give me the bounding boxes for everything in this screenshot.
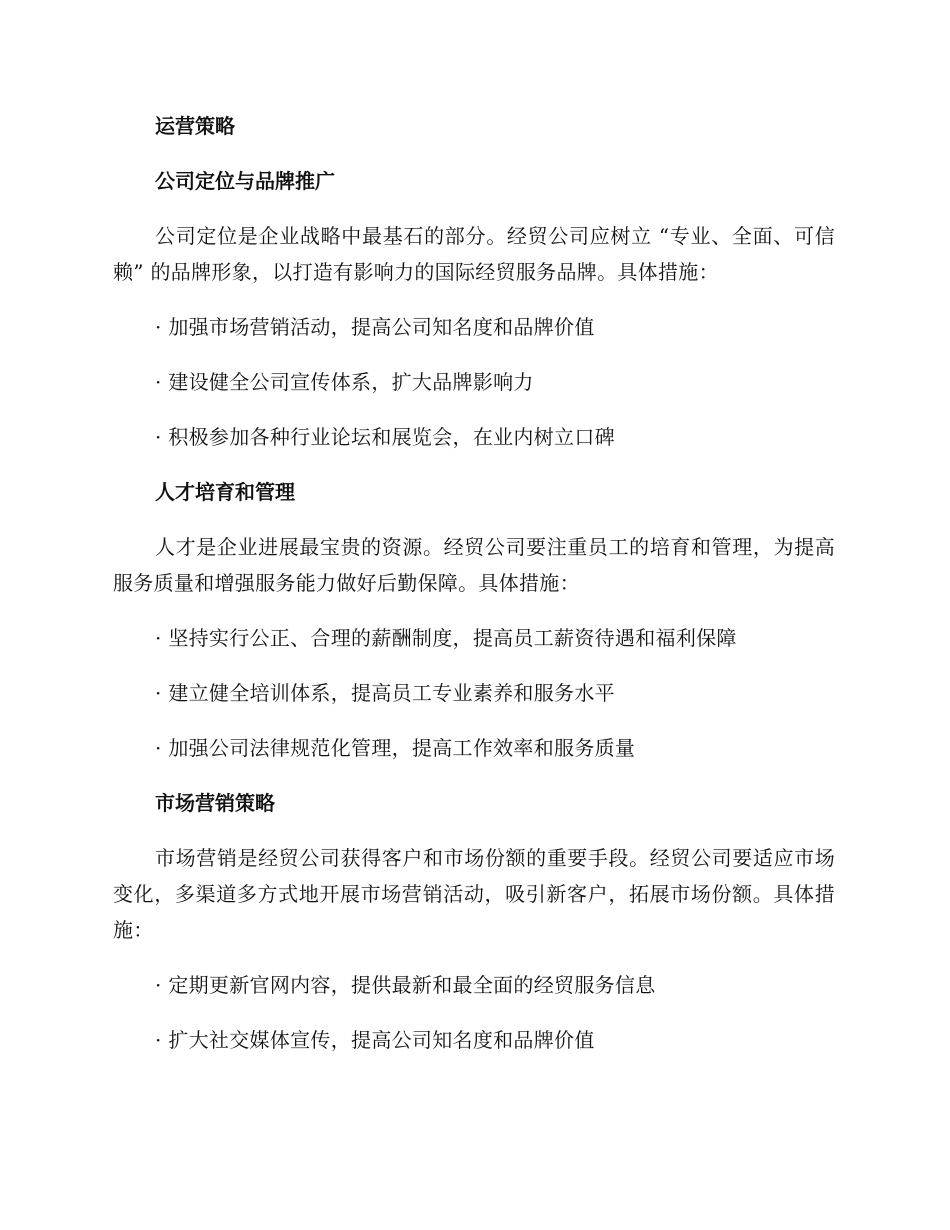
bullet-item: · 加强公司法律规范化管理，提高工作效率和服务质量 bbox=[155, 736, 636, 760]
document-body bbox=[113, 108, 835, 1058]
bullet-item: · 建设健全公司宣传体系，扩大品牌影响力 bbox=[155, 370, 534, 394]
section-title: 运营策略 bbox=[155, 114, 235, 138]
bullet-item: · 积极参加各种行业论坛和展览会，在业内树立口碑 bbox=[155, 425, 615, 449]
bullet-item: · 扩大社交媒体宣传，提高公司知名度和品牌价值 bbox=[155, 1028, 595, 1052]
bullet-item: · 加强市场营销活动，提高公司知名度和品牌价值 bbox=[155, 315, 595, 339]
bullet-item: · 坚持实行公正、合理的薪酬制度，提高员工薪资待遇和福利保障 bbox=[155, 626, 737, 650]
bullet-item: · 定期更新官网内容，提供最新和最全面的经贸服务信息 bbox=[155, 973, 656, 997]
paragraph: 公司定位是企业战略中最基石的部分。经贸公司应树立 “专业、全面、可信赖” 的品牌形象，以打造有影响力的国际经贸服务品牌。具体措施： bbox=[113, 224, 835, 284]
bullet-item: · 建立健全培训体系，提高员工专业素养和服务水平 bbox=[155, 681, 615, 705]
subsection-heading: 人才培育和管理 bbox=[155, 480, 295, 504]
paragraph: 市场营销是经贸公司获得客户和市场份额的重要手段。经贸公司要适应市场变化，多渠道多方式地开展市场营销活动，吸引新客户，拓展市场份额。具体措施： bbox=[113, 846, 835, 942]
subsection-heading: 市场营销策略 bbox=[155, 791, 275, 815]
paragraph: 人才是企业进展最宝贵的资源。经贸公司要注重员工的培育和管理，为提高服务质量和增强服务能力做好后勤保障。具体措施： bbox=[113, 535, 835, 595]
subsection-heading: 公司定位与品牌推广 bbox=[155, 169, 335, 193]
